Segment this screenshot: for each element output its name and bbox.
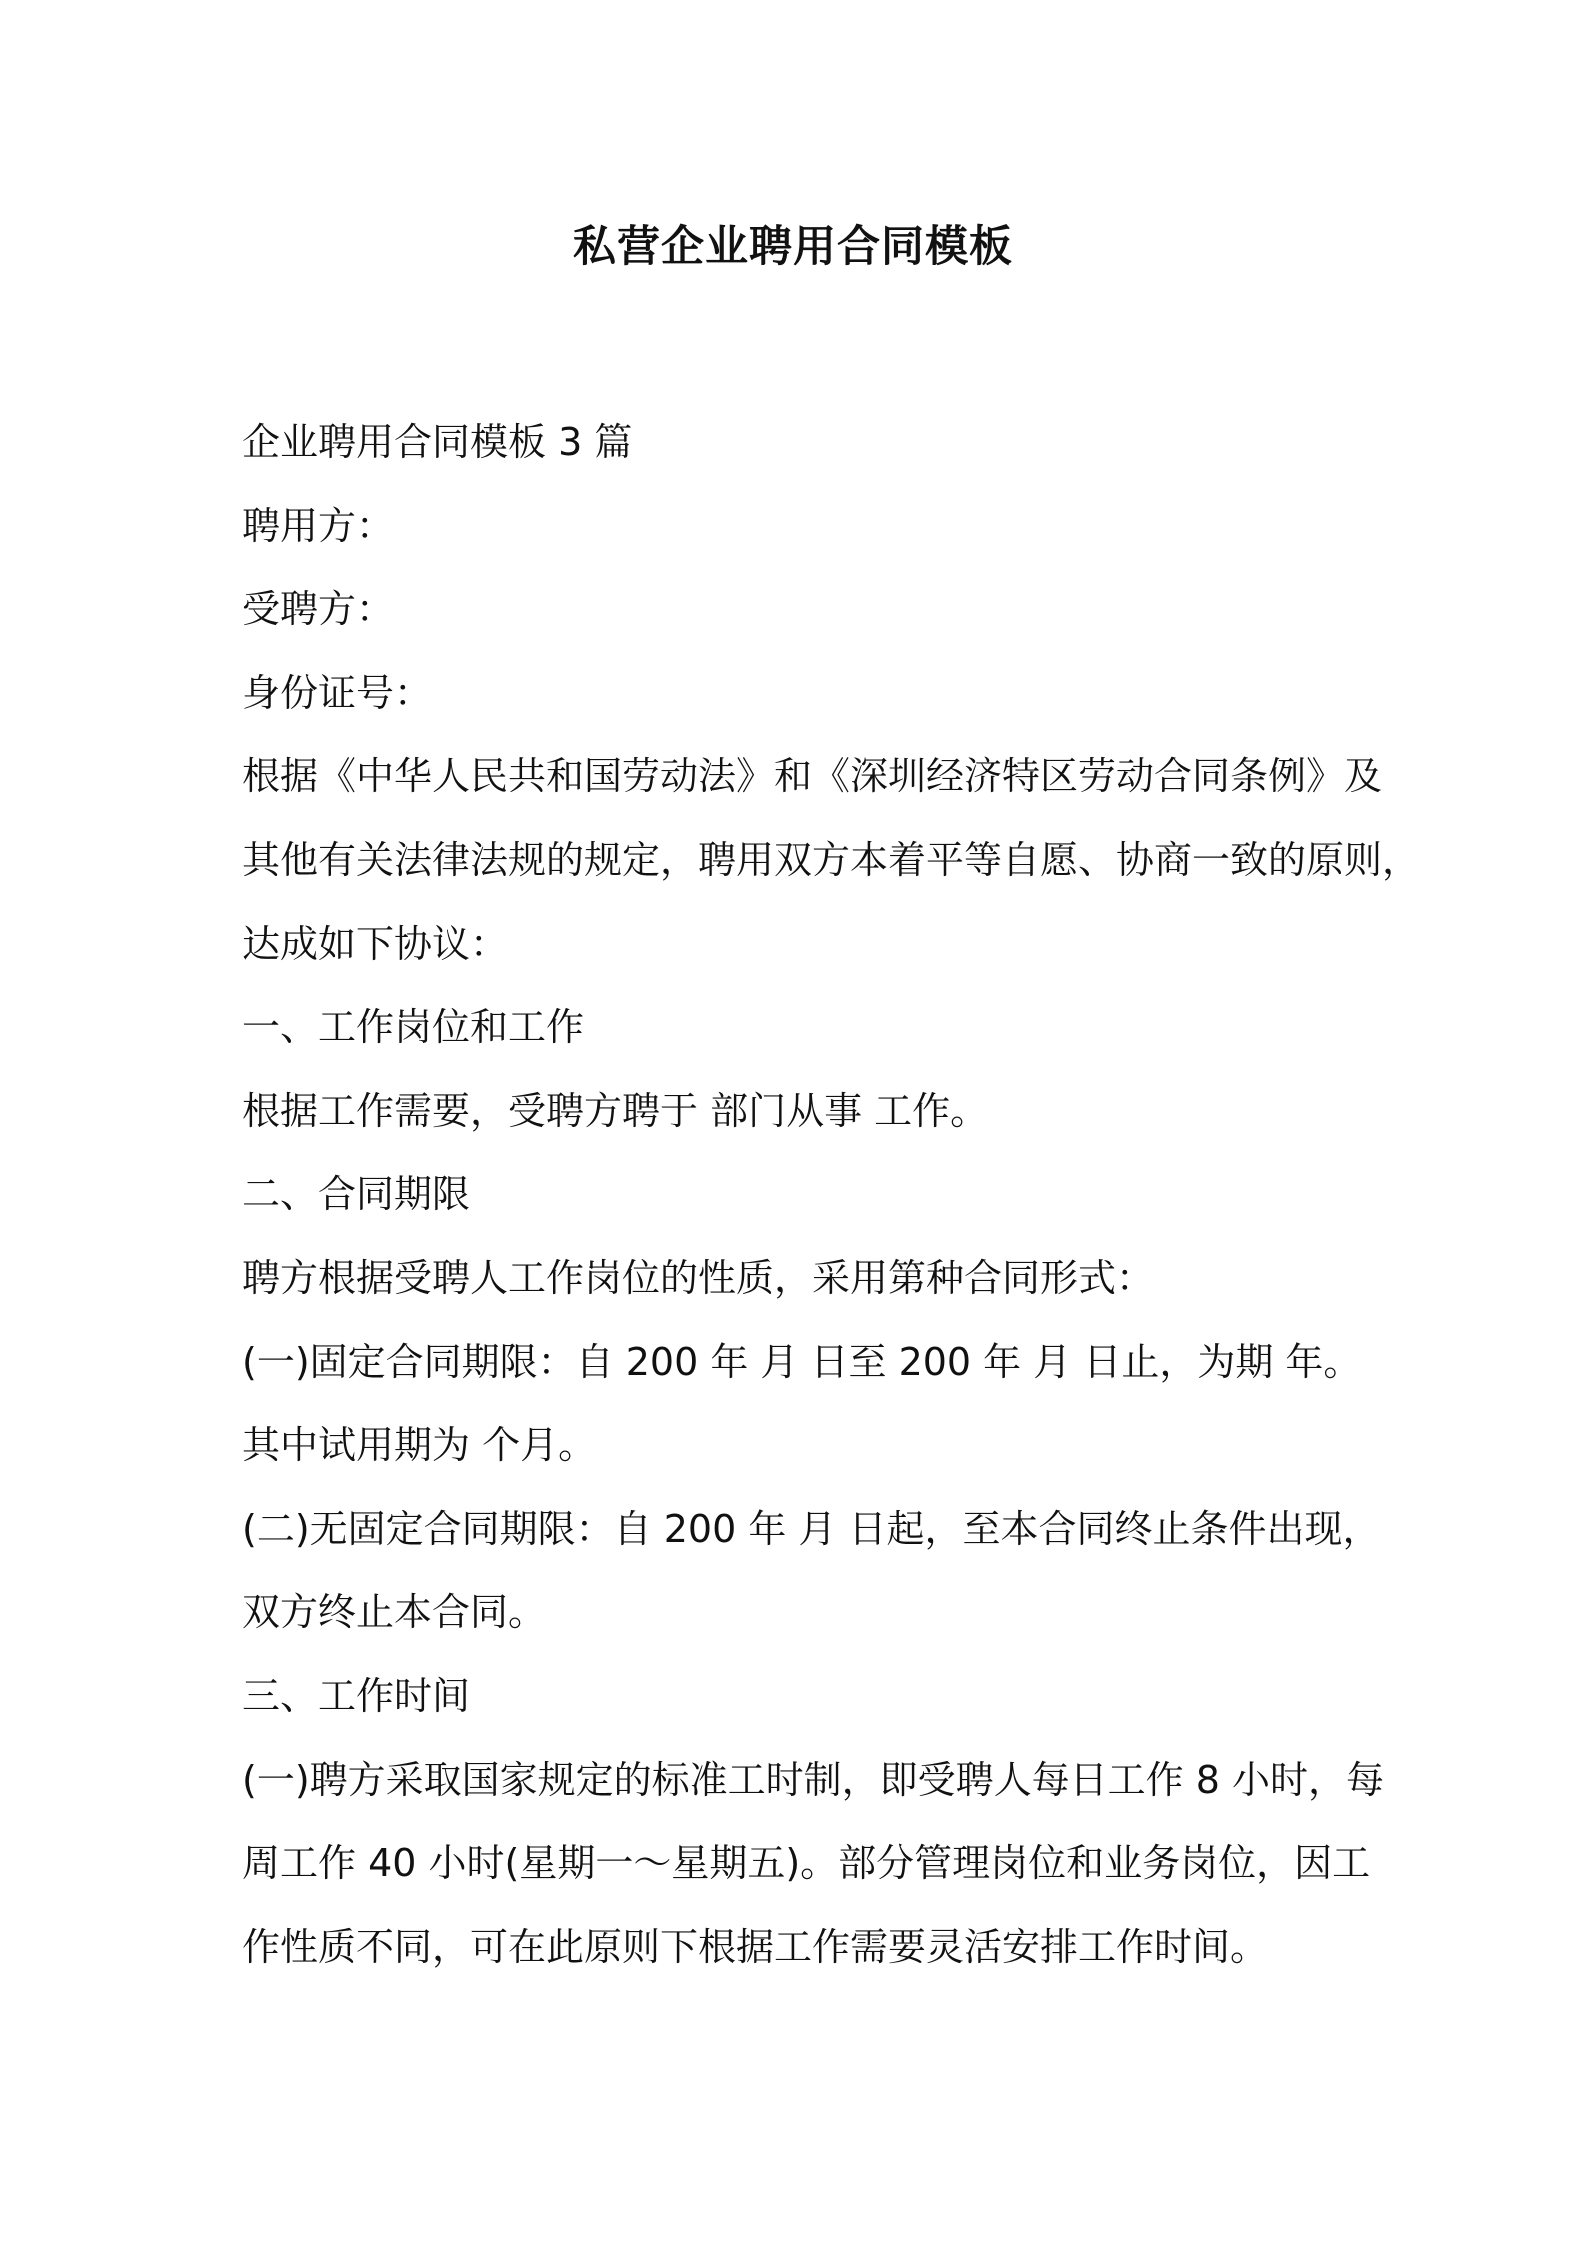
paragraph-line: 根据工作需要，受聘方聘于 部门从事 工作。 xyxy=(242,1088,989,1133)
paragraph-line: 其中试用期为 个月。 xyxy=(242,1423,597,1468)
paragraph-line: 达成如下协议： xyxy=(242,921,509,966)
section-heading-1: 一、工作岗位和工作 xyxy=(242,1005,585,1050)
subtitle-line: 企业聘用合同模板 3 篇 xyxy=(242,420,633,464)
paragraph-line: 作性质不同，可在此原则下根据工作需要灵活安排工作时间。 xyxy=(242,1924,1269,1969)
document-body xyxy=(242,401,1421,1989)
paragraph-line: 聘方根据受聘人工作岗位的性质，采用第种合同形式： xyxy=(242,1255,1155,1300)
id-number-field-label: 身份证号： xyxy=(242,670,433,715)
paragraph-line: (一)聘方采取国家规定的标准工时制，即受聘人每日工作 8 小时，每 xyxy=(242,1757,1384,1802)
section-heading-3: 三、工作时间 xyxy=(242,1673,471,1718)
paragraph-line: 周工作 40 小时(星期一～星期五)。部分管理岗位和业务岗位，因工 xyxy=(242,1841,1371,1886)
employee-field-label: 受聘方： xyxy=(242,587,395,632)
document-title: 私营企业聘用合同模板 xyxy=(573,222,1013,272)
paragraph-line: 其他有关法律法规的规定，聘用双方本着平等自愿、协商一致的原则， xyxy=(242,837,1421,882)
employer-field-label: 聘用方： xyxy=(242,503,395,548)
paragraph-line: 双方终止本合同。 xyxy=(242,1590,547,1635)
paragraph-line: (一)固定合同期限：自 200 年 月 日至 200 年 月 日止，为期 年。 xyxy=(242,1339,1362,1384)
paragraph-line: 根据《中华人民共和国劳动法》和《深圳经济特区劳动合同条例》及 xyxy=(242,754,1383,799)
section-heading-2: 二、合同期限 xyxy=(242,1172,471,1217)
paragraph-line: (二)无固定合同期限：自 200 年 月 日起，至本合同终止条件出现， xyxy=(242,1506,1381,1551)
